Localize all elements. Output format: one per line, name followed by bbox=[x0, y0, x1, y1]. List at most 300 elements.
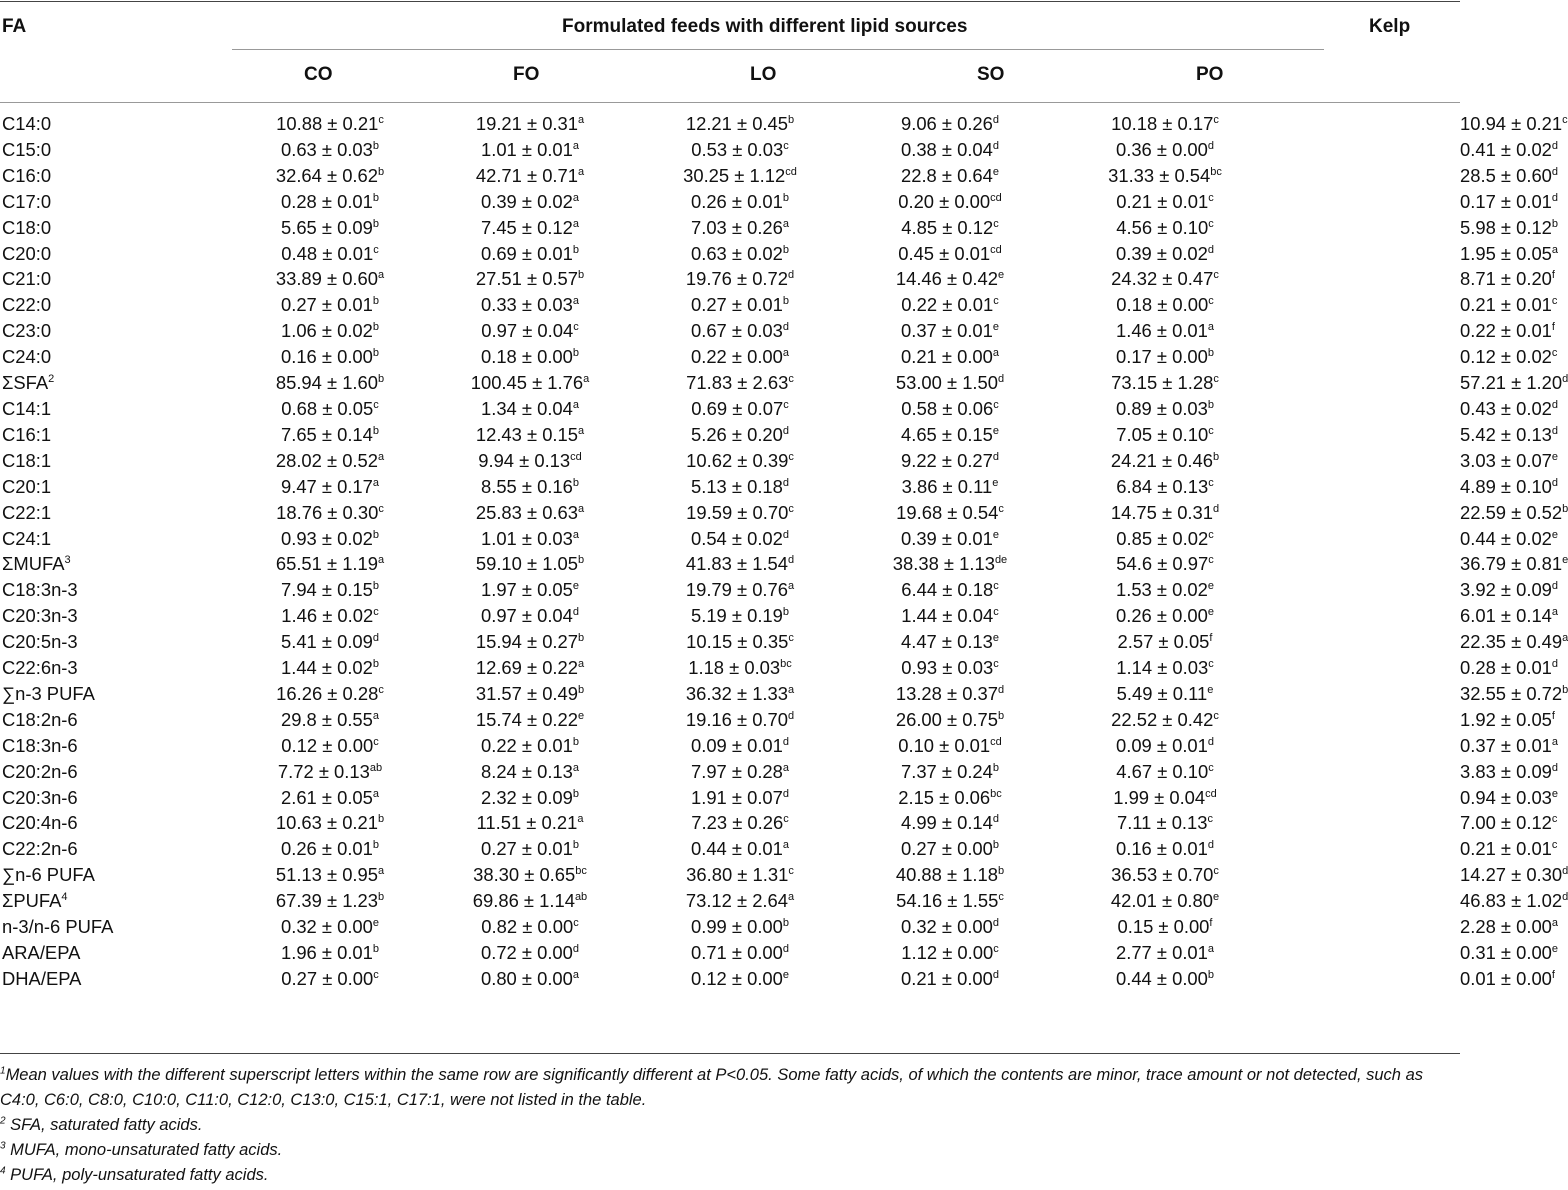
feed-value-cell: 1.01 ± 0.01$^a$ bbox=[480, 138, 580, 160]
feed-value-cell: 51.13 ± 0.95$^a$ bbox=[275, 864, 385, 886]
significance-letter: cd bbox=[1205, 787, 1217, 800]
spacer-cell bbox=[1280, 629, 1460, 655]
significance-letter: a bbox=[578, 113, 585, 126]
feed-value-cell: 0.39 ± 0.02$^a$ bbox=[480, 190, 580, 212]
fatty-acid-label: C22:1 bbox=[2, 501, 52, 523]
fatty-acid-label: C18:3n-3 bbox=[2, 579, 78, 601]
feed-value-cell: 24.32 ± 0.47$^c$ bbox=[1111, 268, 1219, 290]
significance-letter: a bbox=[372, 787, 380, 800]
feed-value-cell: 0.33 ± 0.03$^a$ bbox=[480, 294, 580, 316]
significance-letter: c bbox=[783, 813, 789, 826]
spacer-cell bbox=[1280, 163, 1460, 189]
feed-value-cell: 1.96 ± 0.01$^b$ bbox=[280, 942, 380, 963]
significance-letter: f bbox=[1209, 632, 1213, 644]
significance-letter: c bbox=[993, 217, 999, 230]
fatty-acid-label: C18:1 bbox=[2, 449, 52, 471]
table-row: ∑n-3 PUFA 16.26 ± 0.28$^c$ 31.57 ± 0.49$^b$ 36.32 ± 1.33$^a$ 13.28 ± 0.37$^d$ 5.49 ± 0.11$^e$ 32.55 ± 0.72$^b$ bbox=[0, 681, 1460, 707]
significance-letter: d bbox=[998, 683, 1005, 696]
significance-letter: c bbox=[788, 632, 794, 644]
fatty-acid-label: ΣMUFA$^3$ bbox=[2, 553, 71, 575]
significance-letter: b bbox=[372, 347, 380, 360]
table-row: ARA/EPA 1.96 ± 0.01$^b$ 0.72 ± 0.00$^d$ 0.71 ± 0.00$^d$ 1.12 ± 0.00$^c$ 2.77 ± 0.01$^a$ 0.31 ± 0.00$^e$ bbox=[0, 940, 1460, 966]
fa-header: FA bbox=[2, 16, 27, 37]
feed-value-cell: 7.03 ± 0.26$^a$ bbox=[690, 216, 790, 238]
feed-value-cell: 3.86 ± 0.11$^e$ bbox=[901, 475, 999, 497]
significance-letter: e bbox=[782, 968, 790, 981]
significance-letter: e bbox=[1551, 787, 1559, 800]
spacer-cell bbox=[1280, 344, 1460, 370]
significance-letter: a bbox=[578, 424, 585, 437]
feed-value-cell: 19.16 ± 0.70$^d$ bbox=[685, 708, 795, 730]
fatty-acid-label: C14:0 bbox=[2, 113, 52, 134]
significance-letter: b bbox=[578, 632, 585, 644]
col-header-so: SO bbox=[977, 64, 1005, 85]
feed-value-cell: 41.83 ± 1.54$^d$ bbox=[685, 553, 795, 575]
spacer-cell bbox=[1280, 318, 1460, 344]
feed-value-cell: 19.68 ± 0.54$^c$ bbox=[896, 501, 1004, 523]
feed-value-cell: 4.47 ± 0.13$^e$ bbox=[900, 631, 1000, 653]
feed-value-cell: 0.80 ± 0.00$^a$ bbox=[480, 967, 580, 989]
feed-value-cell: 0.82 ± 0.00$^c$ bbox=[481, 916, 579, 938]
significance-letter: c bbox=[1213, 709, 1219, 722]
feed-value-cell: 19.79 ± 0.76$^a$ bbox=[685, 579, 795, 601]
feed-value-cell: 1.18 ± 0.03$^{bc}$ bbox=[688, 657, 792, 679]
feed-value-cell: 9.94 ± 0.13$^{cd}$ bbox=[478, 449, 582, 471]
significance-letter: d bbox=[782, 528, 790, 541]
significance-letter: cd bbox=[785, 165, 797, 178]
footnote: $^3$ MUFA, mono-unsaturated fatty acids. bbox=[0, 1140, 283, 1159]
significance-letter: e bbox=[372, 916, 380, 929]
significance-letter: c bbox=[373, 735, 379, 748]
significance-letter: b bbox=[572, 347, 580, 360]
fatty-acid-label: C20:2n-6 bbox=[2, 760, 78, 782]
significance-letter: ab bbox=[574, 891, 588, 904]
group-header: Formulated feeds with different lipid sources bbox=[562, 16, 968, 37]
feed-value-cell: 0.27 ± 0.00$^c$ bbox=[281, 967, 379, 989]
significance-letter: bc bbox=[780, 657, 792, 670]
significance-letter: a bbox=[577, 813, 584, 826]
significance-letter: d bbox=[1562, 891, 1568, 904]
bottom-rule bbox=[0, 1053, 1460, 1054]
significance-letter: b bbox=[782, 606, 790, 619]
spacer-cell bbox=[1280, 241, 1460, 267]
feed-value-cell: 0.69 ± 0.07$^c$ bbox=[691, 397, 789, 419]
feed-value-cell: 0.36 ± 0.00$^d$ bbox=[1115, 138, 1215, 160]
feed-value-cell: 10.63 ± 0.21$^b$ bbox=[275, 812, 385, 834]
significance-letter: b bbox=[372, 657, 380, 670]
significance-letter: d bbox=[1551, 580, 1559, 593]
significance-letter: e bbox=[1551, 450, 1559, 463]
significance-letter: a bbox=[1551, 735, 1559, 748]
feed-value-cell: 1.97 ± 0.05$^e$ bbox=[480, 579, 580, 601]
feed-value-cell: 0.39 ± 0.01$^e$ bbox=[900, 527, 1000, 549]
significance-letter: cd bbox=[990, 735, 1002, 748]
table-row: C20:0 0.48 ± 0.01$^c$ 0.69 ± 0.01$^b$ 0.63 ± 0.02$^b$ 0.45 ± 0.01$^{cd}$ 0.39 ± 0.02$^d$ 1.95 ± 0.05$^a$ bbox=[0, 241, 1460, 267]
significance-letter: e bbox=[992, 476, 999, 489]
significance-letter: d bbox=[1551, 398, 1559, 411]
feed-value-cell: 0.63 ± 0.02$^b$ bbox=[690, 242, 790, 264]
feed-value-cell: 22.52 ± 0.42$^c$ bbox=[1111, 708, 1219, 730]
significance-letter: e bbox=[992, 424, 1000, 437]
feed-value-cell: 15.74 ± 0.22$^e$ bbox=[475, 708, 585, 730]
significance-letter: a bbox=[992, 347, 1000, 360]
footnote: $^2$ SFA, saturated fatty acids. bbox=[0, 1115, 203, 1134]
spacer-cell bbox=[1280, 370, 1460, 396]
feed-value-cell: 0.97 ± 0.04$^c$ bbox=[481, 320, 579, 342]
feed-value-cell: 10.88 ± 0.21$^c$ bbox=[276, 113, 384, 134]
feed-value-cell: 2.32 ± 0.09$^b$ bbox=[480, 786, 580, 808]
significance-letter: b bbox=[372, 191, 380, 204]
table-row: C18:0 5.65 ± 0.09$^b$ 7.45 ± 0.12$^a$ 7.03 ± 0.26$^a$ 4.85 ± 0.12$^c$ 4.56 ± 0.10$^c$ 5.98 ± 0.12$^b$ bbox=[0, 215, 1460, 241]
feed-value-cell: 10.18 ± 0.17$^c$ bbox=[1111, 113, 1219, 134]
significance-letter: c bbox=[1208, 657, 1214, 670]
significance-letter: c bbox=[1208, 554, 1214, 567]
significance-letter: bc bbox=[990, 787, 1002, 800]
table-row: C17:0 0.28 ± 0.01$^b$ 0.39 ± 0.02$^a$ 0.26 ± 0.01$^b$ 0.20 ± 0.00$^{cd}$ 0.21 ± 0.01$^c$ 0.17 ± 0.01$^d$ bbox=[0, 189, 1460, 215]
feed-value-cell: 54.6 ± 0.97$^c$ bbox=[1116, 553, 1214, 575]
table-row: C22:6n-3 1.44 ± 0.02$^b$ 12.69 ± 0.22$^a$ 1.18 ± 0.03$^{bc}$ 0.93 ± 0.03$^c$ 1.14 ± 0.03$^c$ 0.28 ± 0.01$^d$ bbox=[0, 655, 1460, 681]
significance-letter: c bbox=[1562, 113, 1568, 126]
spacer-cell bbox=[1280, 733, 1460, 759]
significance-letter: a bbox=[788, 580, 795, 593]
significance-letter: b bbox=[782, 191, 790, 204]
feed-value-cell: 14.75 ± 0.31$^d$ bbox=[1110, 501, 1220, 523]
feed-value-cell: 15.94 ± 0.27$^b$ bbox=[475, 631, 585, 653]
feed-value-cell: 6.44 ± 0.18$^c$ bbox=[901, 579, 999, 601]
feed-value-cell: 5.19 ± 0.19$^b$ bbox=[690, 605, 790, 627]
fatty-acid-label: C20:1 bbox=[2, 475, 52, 497]
significance-letter: b bbox=[992, 839, 1000, 852]
feed-value-cell: 0.44 ± 0.00$^b$ bbox=[1115, 967, 1215, 989]
significance-letter: e bbox=[992, 321, 1000, 334]
spacer-cell bbox=[1280, 551, 1460, 577]
significance-letter: d bbox=[782, 321, 790, 334]
spacer-cell bbox=[1280, 137, 1460, 163]
significance-letter: b bbox=[378, 372, 385, 385]
significance-letter: b bbox=[1207, 398, 1215, 411]
significance-letter: d bbox=[1562, 865, 1568, 878]
significance-letter: a bbox=[572, 761, 580, 774]
feed-value-cell: 24.21 ± 0.46$^b$ bbox=[1110, 449, 1220, 471]
fatty-acid-label: C20:5n-3 bbox=[2, 631, 78, 653]
table-row: C18:1 28.02 ± 0.52$^a$ 9.94 ± 0.13$^{cd}$ 10.62 ± 0.39$^c$ 9.22 ± 0.27$^d$ 24.21 ± 0.46$^b$ 3.03 ± 0.07$^e$ bbox=[0, 448, 1460, 474]
feed-value-cell: 2.15 ± 0.06$^{bc}$ bbox=[898, 786, 1002, 808]
significance-letter: b bbox=[372, 528, 380, 541]
table-row: C15:0 0.63 ± 0.03$^b$ 1.01 ± 0.01$^a$ 0.53 ± 0.03$^c$ 0.38 ± 0.04$^d$ 0.36 ± 0.00$^d$ 0.41 ± 0.02$^d$ bbox=[0, 137, 1460, 163]
feed-value-cell: 85.94 ± 1.60$^b$ bbox=[275, 372, 385, 394]
significance-letter: d bbox=[1562, 372, 1568, 385]
feed-value-cell: 2.57 ± 0.05$^f$ bbox=[1117, 631, 1213, 653]
feed-value-cell: 27.51 ± 0.57$^b$ bbox=[475, 268, 585, 290]
feed-value-cell: 4.56 ± 0.10$^c$ bbox=[1116, 216, 1214, 238]
feed-value-cell: 10.15 ± 0.35$^c$ bbox=[686, 631, 794, 653]
feed-value-cell: 30.25 ± 1.12$^{cd}$ bbox=[683, 164, 797, 186]
feed-value-cell: 9.47 ± 0.17$^a$ bbox=[280, 475, 380, 497]
feed-value-cell: 0.93 ± 0.03$^c$ bbox=[901, 657, 999, 679]
feed-value-cell: 5.65 ± 0.09$^b$ bbox=[280, 216, 380, 238]
feed-value-cell: 28.02 ± 0.52$^a$ bbox=[275, 449, 385, 471]
feed-value-cell: 1.53 ± 0.02$^e$ bbox=[1115, 579, 1215, 601]
significance-letter: a bbox=[788, 891, 795, 904]
feed-value-cell: 7.05 ± 0.10$^c$ bbox=[1116, 423, 1214, 445]
significance-letter: de bbox=[994, 554, 1008, 567]
feed-value-cell: 1.46 ± 0.01$^a$ bbox=[1115, 320, 1215, 342]
feed-value-cell: 2.61 ± 0.05$^a$ bbox=[280, 786, 380, 808]
significance-letter: b bbox=[572, 476, 580, 489]
spacer-cell bbox=[1280, 966, 1460, 992]
significance-letter: d bbox=[992, 813, 1000, 826]
table-row: C22:0 0.27 ± 0.01$^b$ 0.33 ± 0.03$^a$ 0.27 ± 0.01$^b$ 0.22 ± 0.01$^c$ 0.18 ± 0.00$^c$ 0.21 ± 0.01$^c$ bbox=[0, 292, 1460, 318]
significance-letter: c bbox=[993, 606, 999, 619]
table-row: C14:1 0.68 ± 0.05$^c$ 1.34 ± 0.04$^a$ 0.69 ± 0.07$^c$ 0.58 ± 0.06$^c$ 0.89 ± 0.03$^b$ 0.43 ± 0.02$^d$ bbox=[0, 396, 1460, 422]
significance-letter: a bbox=[372, 476, 380, 489]
table-row: C20:5n-3 5.41 ± 0.09$^d$ 15.94 ± 0.27$^b$ 10.15 ± 0.35$^c$ 4.47 ± 0.13$^e$ 2.57 ± 0.05$^f$ 22.35 ± 0.49$^a$ bbox=[0, 629, 1460, 655]
fatty-acid-label: C14:1 bbox=[2, 397, 52, 419]
feed-value-cell: 2.77 ± 0.01$^a$ bbox=[1115, 942, 1215, 963]
feed-value-cell: 0.12 ± 0.00$^c$ bbox=[281, 734, 379, 756]
significance-letter: d bbox=[998, 372, 1005, 385]
significance-letter: c bbox=[378, 683, 384, 696]
feed-value-cell: 0.63 ± 0.03$^b$ bbox=[280, 138, 380, 160]
significance-letter: a bbox=[782, 217, 790, 230]
significance-letter: b bbox=[1551, 217, 1559, 230]
significance-letter: a bbox=[788, 683, 795, 696]
significance-letter: d bbox=[1551, 761, 1559, 774]
significance-letter: c bbox=[573, 916, 579, 929]
fatty-acid-label: C16:0 bbox=[2, 164, 52, 186]
significance-letter: f bbox=[1551, 269, 1555, 282]
kelp-header: Kelp bbox=[1369, 16, 1411, 37]
spacer-cell bbox=[1280, 681, 1460, 707]
spacer-cell bbox=[1280, 396, 1460, 422]
feed-value-cell: 8.55 ± 0.16$^b$ bbox=[480, 475, 580, 497]
significance-letter: cd bbox=[990, 191, 1002, 204]
feed-value-cell: 7.65 ± 0.14$^b$ bbox=[280, 423, 380, 445]
significance-letter: d bbox=[782, 424, 790, 437]
significance-letter: d bbox=[782, 476, 790, 489]
significance-letter: a bbox=[578, 657, 585, 670]
significance-letter: a bbox=[1207, 942, 1215, 955]
table-row: ΣMUFA$^3$ 65.51 ± 1.19$^a$ 59.10 ± 1.05$^b$ 41.83 ± 1.54$^d$ 38.38 ± 1.13de 54.6 ± 0.97$^c$ 36.79 ± 0.81$^e$ bbox=[0, 551, 1460, 577]
significance-letter: c bbox=[1213, 865, 1219, 878]
table-row: C22:1 18.76 ± 0.30$^c$ 25.83 ± 0.63$^a$ 19.59 ± 0.70$^c$ 19.68 ± 0.54$^c$ 14.75 ± 0.31$^d$ 22.59 ± 0.52$^b$ bbox=[0, 500, 1460, 526]
feed-value-cell: 0.48 ± 0.01$^c$ bbox=[281, 242, 379, 264]
significance-letter: c bbox=[373, 243, 379, 256]
significance-letter: b bbox=[372, 217, 380, 230]
significance-letter: b bbox=[372, 321, 380, 334]
significance-letter: c bbox=[1213, 372, 1219, 385]
significance-letter: d bbox=[788, 269, 795, 282]
feed-value-cell: 0.71 ± 0.00$^d$ bbox=[690, 942, 790, 963]
fatty-acid-label: C23:0 bbox=[2, 320, 52, 342]
spacer-cell bbox=[1280, 914, 1460, 940]
significance-letter: c bbox=[998, 891, 1004, 904]
feed-value-cell: 0.18 ± 0.00$^c$ bbox=[1116, 294, 1214, 316]
significance-letter: b bbox=[782, 295, 790, 308]
fatty-acid-label: C22:6n-3 bbox=[2, 657, 78, 679]
feed-value-cell: 14.46 ± 0.42$^e$ bbox=[895, 268, 1005, 290]
spacer-cell bbox=[1280, 474, 1460, 500]
table-row: C22:2n-6 0.26 ± 0.01$^b$ 0.27 ± 0.01$^b$ 0.44 ± 0.01$^a$ 0.27 ± 0.00$^b$ 0.16 ± 0.01$^d$ 0.21 ± 0.01$^c$ bbox=[0, 836, 1460, 862]
significance-letter: bc bbox=[575, 865, 587, 878]
spacer-cell bbox=[1280, 707, 1460, 733]
significance-letter: d bbox=[782, 787, 790, 800]
significance-letter: e bbox=[1562, 554, 1568, 567]
significance-letter: b bbox=[372, 424, 380, 437]
feed-value-cell: 36.32 ± 1.33$^a$ bbox=[685, 682, 795, 704]
significance-letter: c bbox=[993, 295, 999, 308]
fatty-acid-label: C24:0 bbox=[2, 346, 52, 368]
significance-letter: d bbox=[992, 139, 1000, 152]
feed-value-cell: 0.17 ± 0.00$^b$ bbox=[1115, 346, 1215, 368]
feed-value-cell: 1.44 ± 0.02$^b$ bbox=[280, 657, 380, 679]
significance-letter: cd bbox=[570, 450, 582, 463]
footnotes bbox=[0, 1063, 1440, 1188]
feed-value-cell: 5.13 ± 0.18$^d$ bbox=[690, 475, 790, 497]
significance-letter: c bbox=[378, 502, 384, 515]
feed-value-cell: 6.84 ± 0.13$^c$ bbox=[1116, 475, 1214, 497]
significance-letter: a bbox=[782, 761, 790, 774]
spacer-cell bbox=[1280, 500, 1460, 526]
feed-value-cell: 33.89 ± 0.60$^a$ bbox=[275, 268, 385, 290]
feed-value-cell: 0.26 ± 0.01$^b$ bbox=[690, 190, 790, 212]
significance-letter: b bbox=[378, 813, 385, 826]
col-header-fo: FO bbox=[513, 64, 540, 85]
top-rule bbox=[0, 1, 1460, 2]
spacer-cell bbox=[1280, 422, 1460, 448]
significance-letter: d bbox=[782, 735, 790, 748]
feed-value-cell: 1.01 ± 0.03$^a$ bbox=[480, 527, 580, 549]
table-row: C20:3n-6 2.61 ± 0.05$^a$ 2.32 ± 0.09$^b$ 1.91 ± 0.07$^d$ 2.15 ± 0.06$^{bc}$ 1.99 ± 0.04$^{cd}$ 0.94 ± 0.03$^e$ bbox=[0, 785, 1460, 811]
feed-value-cell: 4.65 ± 0.15$^e$ bbox=[900, 423, 1000, 445]
fatty-acid-label: C18:3n-6 bbox=[2, 734, 78, 756]
feed-value-cell: 36.53 ± 0.70$^c$ bbox=[1111, 864, 1219, 886]
feed-value-cell: 100.45 ± 1.76$^a$ bbox=[470, 372, 590, 394]
significance-letter: d bbox=[782, 942, 790, 955]
significance-letter: c bbox=[573, 321, 579, 334]
table-row: C24:1 0.93 ± 0.02$^b$ 1.01 ± 0.03$^a$ 0.54 ± 0.02$^d$ 0.39 ± 0.01$^e$ 0.85 ± 0.02$^c$ 0.44 ± 0.02$^e$ bbox=[0, 526, 1460, 552]
feed-value-cell: 11.51 ± 0.21$^a$ bbox=[476, 812, 584, 834]
feed-value-cell: 31.33 ± 0.54$^{bc}$ bbox=[1108, 164, 1222, 186]
significance-letter: a bbox=[1551, 606, 1559, 619]
significance-letter: e bbox=[1551, 942, 1559, 955]
significance-letter: d bbox=[1551, 191, 1559, 204]
feed-value-cell: 0.16 ± 0.00$^b$ bbox=[280, 346, 380, 368]
feed-value-cell: 7.11 ± 0.13$^c$ bbox=[1116, 812, 1214, 834]
significance-letter: f bbox=[1209, 916, 1213, 929]
feed-value-cell: 12.69 ± 0.22$^a$ bbox=[475, 657, 585, 679]
feed-value-cell: 1.14 ± 0.03$^c$ bbox=[1116, 657, 1214, 679]
feed-value-cell: 38.38 ± 1.13de bbox=[892, 553, 1008, 575]
significance-letter: b bbox=[572, 839, 580, 852]
feed-value-cell: 0.32 ± 0.00$^d$ bbox=[900, 916, 1000, 938]
feed-value-cell: 0.22 ± 0.01$^b$ bbox=[480, 734, 580, 756]
spacer-cell bbox=[1280, 266, 1460, 292]
spacer-cell bbox=[1280, 655, 1460, 681]
significance-letter: b bbox=[1213, 450, 1220, 463]
feed-value-cell: 1.91 ± 0.07$^d$ bbox=[690, 786, 790, 808]
feed-value-cell: 0.32 ± 0.00$^e$ bbox=[280, 916, 380, 938]
feed-value-cell: 0.45 ± 0.01$^{cd}$ bbox=[898, 242, 1002, 264]
table-row: C23:0 1.06 ± 0.02$^b$ 0.97 ± 0.04$^c$ 0.67 ± 0.03$^d$ 0.37 ± 0.01$^e$ 1.46 ± 0.01$^a$ 0.22 ± 0.01$^f$ bbox=[0, 318, 1460, 344]
significance-letter: a bbox=[572, 528, 580, 541]
fatty-acid-label: ∑n-3 PUFA bbox=[2, 682, 95, 704]
significance-letter: b bbox=[378, 165, 385, 178]
significance-letter: d bbox=[992, 450, 1000, 463]
feed-value-cell: 0.38 ± 0.04$^d$ bbox=[900, 138, 1000, 160]
spacer-cell bbox=[1280, 292, 1460, 318]
significance-letter: c bbox=[1208, 761, 1214, 774]
table-row: C24:0 0.16 ± 0.00$^b$ 0.18 ± 0.00$^b$ 0.22 ± 0.00$^a$ 0.21 ± 0.00$^a$ 0.17 ± 0.00$^b$ 0.12 ± 0.02$^c$ bbox=[0, 344, 1460, 370]
significance-letter: a bbox=[372, 709, 380, 722]
significance-letter: e bbox=[992, 632, 1000, 644]
significance-letter: a bbox=[1207, 321, 1215, 334]
fatty-acid-label: C20:3n-6 bbox=[2, 786, 78, 808]
significance-letter: c bbox=[1551, 295, 1558, 308]
feed-value-cell: 38.30 ± 0.65$^{bc}$ bbox=[473, 864, 587, 886]
feed-value-cell: 8.24 ± 0.13$^a$ bbox=[480, 760, 580, 782]
significance-letter: e bbox=[572, 580, 580, 593]
fatty-acid-label: ΣSFA$^2$ bbox=[2, 372, 55, 394]
significance-letter: d bbox=[1551, 657, 1559, 670]
significance-letter: d bbox=[1551, 424, 1559, 437]
significance-letter: c bbox=[1213, 113, 1219, 126]
significance-letter: d bbox=[992, 968, 1000, 981]
table-row: C16:0 32.64 ± 0.62$^b$ 42.71 ± 0.71$^a$ 30.25 ± 1.12$^{cd}$ 22.8 ± 0.64$^e$ 31.33 ± 0.54$^{bc}$ 28.5 ± 0.60$^d$ bbox=[0, 163, 1460, 189]
feed-value-cell: 19.76 ± 0.72$^d$ bbox=[685, 268, 795, 290]
significance-letter: a bbox=[572, 295, 580, 308]
significance-letter: b bbox=[572, 735, 580, 748]
significance-letter: c bbox=[993, 398, 999, 411]
significance-letter: a bbox=[1551, 243, 1559, 256]
significance-letter: a bbox=[578, 502, 585, 515]
spacer-cell bbox=[1280, 810, 1460, 836]
significance-letter: d bbox=[992, 113, 1000, 126]
significance-letter: b bbox=[378, 891, 385, 904]
feed-value-cell: 40.88 ± 1.18$^b$ bbox=[895, 864, 1005, 886]
significance-letter: a bbox=[1562, 632, 1568, 644]
significance-letter: c bbox=[1208, 476, 1214, 489]
feed-value-cell: 1.06 ± 0.02$^b$ bbox=[280, 320, 380, 342]
significance-letter: b bbox=[372, 139, 380, 152]
spacer-cell bbox=[1280, 888, 1460, 914]
feed-value-cell: 0.16 ± 0.01$^d$ bbox=[1115, 838, 1215, 860]
significance-letter: ab bbox=[369, 761, 383, 774]
feed-value-cell: 0.22 ± 0.00$^a$ bbox=[690, 346, 790, 368]
significance-letter: d bbox=[372, 632, 380, 644]
table-row: n-3/n-6 PUFA 0.32 ± 0.00$^e$ 0.82 ± 0.00$^c$ 0.99 ± 0.00$^b$ 0.32 ± 0.00$^d$ 0.15 ± 0.00$^f$ 2.28 ± 0.00$^a$ bbox=[0, 914, 1460, 940]
feed-value-cell: 69.86 ± 1.14$^{ab}$ bbox=[472, 890, 588, 912]
significance-letter: c bbox=[1208, 424, 1214, 437]
significance-letter: e bbox=[992, 165, 1000, 178]
significance-letter: a bbox=[782, 839, 790, 852]
significance-letter: a bbox=[572, 191, 580, 204]
significance-letter: d bbox=[788, 709, 795, 722]
spacer-cell bbox=[1280, 836, 1460, 862]
significance-letter: c bbox=[788, 865, 794, 878]
col-header-po: PO bbox=[1196, 64, 1224, 85]
feed-value-cell: 0.12 ± 0.00$^e$ bbox=[690, 967, 790, 989]
significance-letter: d bbox=[1207, 243, 1215, 256]
feed-value-cell: 0.28 ± 0.01$^b$ bbox=[280, 190, 380, 212]
feed-value-cell: 31.57 ± 0.49$^b$ bbox=[475, 682, 585, 704]
feed-value-cell: 0.09 ± 0.01$^d$ bbox=[1115, 734, 1215, 756]
table-row: C21:0 33.89 ± 0.60$^a$ 27.51 ± 0.57$^b$ 19.76 ± 0.72$^d$ 14.46 ± 0.42$^e$ 24.32 ± 0.47$^c$ 8.71 ± 0.20$^f$ bbox=[0, 266, 1460, 292]
fatty-acid-label: C21:0 bbox=[2, 268, 52, 290]
significance-letter: c bbox=[1551, 839, 1558, 852]
feed-value-cell: 5.26 ± 0.20$^d$ bbox=[690, 423, 790, 445]
significance-letter: b bbox=[998, 865, 1005, 878]
